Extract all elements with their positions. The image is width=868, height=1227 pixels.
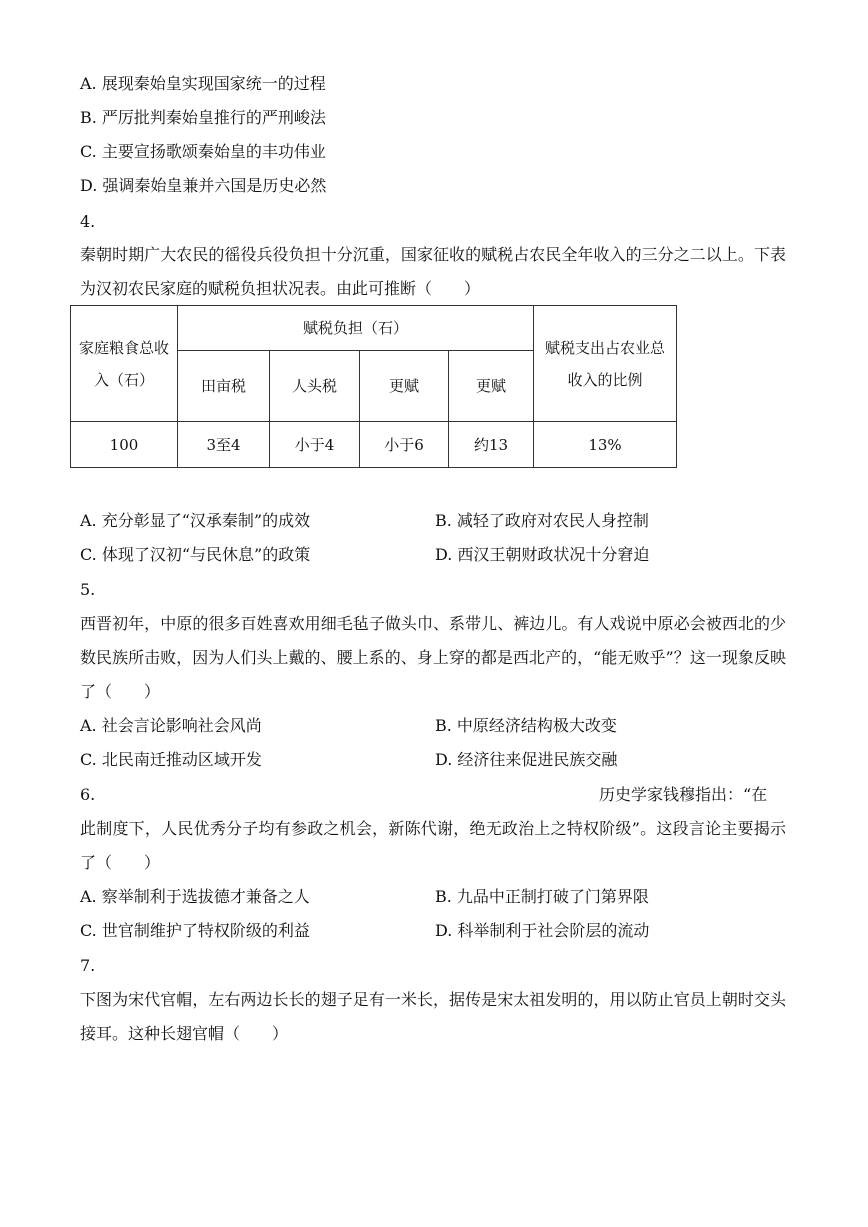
q6-number: 6. bbox=[80, 785, 96, 804]
q6-option-b: B. 九品中正制打破了门第界限 bbox=[435, 887, 649, 906]
cell-gengfu-1: 小于6 bbox=[360, 422, 449, 468]
cell-poll-tax: 小于4 bbox=[270, 422, 360, 468]
cell-land-tax: 3至4 bbox=[178, 422, 270, 468]
q4-option-b: B. 减轻了政府对农民人身控制 bbox=[435, 511, 649, 530]
header-income: 家庭粮食总收入（石） bbox=[71, 306, 178, 422]
q6-stem: 此制度下，人民优秀分子均有参政之机会，新陈代谢，绝无政治上之特权阶级”。这段言论主要揭示了（ ） bbox=[80, 819, 786, 872]
q5-number: 5. bbox=[80, 580, 96, 599]
subheader-gengfu-2: 更赋 bbox=[449, 351, 534, 422]
subheader-land-tax: 田亩税 bbox=[178, 351, 270, 422]
q6-stem-head: 历史学家钱穆指出：“在 bbox=[599, 785, 768, 804]
cell-ratio: 13% bbox=[534, 422, 677, 468]
q5-option-b: B. 中原经济结构极大改变 bbox=[435, 716, 617, 735]
q7-number: 7. bbox=[80, 956, 96, 975]
cell-gengfu-2: 约13 bbox=[449, 422, 534, 468]
q3-option-a: A. 展现秦始皇实现国家统一的过程 bbox=[80, 74, 326, 93]
q4-stem: 秦朝时期广大农民的徭役兵役负担十分沉重，国家征收的赋税占农民全年收入的三分之二以上。下表为汉初农民家庭的赋税负担状况表。由此可推断（ ） bbox=[80, 245, 786, 298]
cell-income: 100 bbox=[71, 422, 178, 468]
tax-burden-table bbox=[70, 305, 677, 468]
q7-stem: 下图为宋代官帽，左右两边长长的翅子足有一米长，据传是宋太祖发明的，用以防止官员上朝时交头接耳。这种长翅官帽（ ） bbox=[80, 990, 786, 1043]
q6-option-a: A. 察举制利于选拔德才兼备之人 bbox=[80, 887, 310, 906]
q6-option-d: D. 科举制利于社会阶层的流动 bbox=[435, 921, 650, 940]
q5-stem: 西晋初年，中原的很多百姓喜欢用细毛毡子做头巾、系带儿、裤边儿。有人戏说中原必会被西北的少数民族所击败，因为人们头上戴的、腰上系的、身上穿的都是西北产的，“能无败乎”？这一现象反映了（ ） bbox=[80, 614, 786, 701]
q4-option-c: C. 体现了汉初“与民休息”的政策 bbox=[80, 545, 311, 564]
subheader-poll-tax: 人头税 bbox=[270, 351, 360, 422]
header-tax-burden: 赋税负担（石） bbox=[178, 306, 534, 351]
header-ratio: 赋税支出占农业总收入的比例 bbox=[534, 306, 677, 422]
q4-option-a: A. 充分彰显了“汉承秦制”的成效 bbox=[80, 511, 311, 530]
q4-number: 4. bbox=[80, 212, 96, 231]
q4-option-d: D. 西汉王朝财政状况十分窘迫 bbox=[435, 545, 650, 564]
q3-option-b: B. 严厉批判秦始皇推行的严刑峻法 bbox=[80, 108, 326, 127]
subheader-gengfu-1: 更赋 bbox=[360, 351, 449, 422]
q3-option-d: D. 强调秦始皇兼并六国是历史必然 bbox=[80, 176, 327, 195]
q5-option-c: C. 北民南迁推动区域开发 bbox=[80, 750, 262, 769]
q5-option-d: D. 经济往来促进民族交融 bbox=[435, 750, 618, 769]
q3-option-c: C. 主要宣扬歌颂秦始皇的丰功伟业 bbox=[80, 142, 326, 161]
q6-option-c: C. 世官制维护了特权阶级的利益 bbox=[80, 921, 310, 940]
q5-option-a: A. 社会言论影响社会风尚 bbox=[80, 716, 262, 735]
